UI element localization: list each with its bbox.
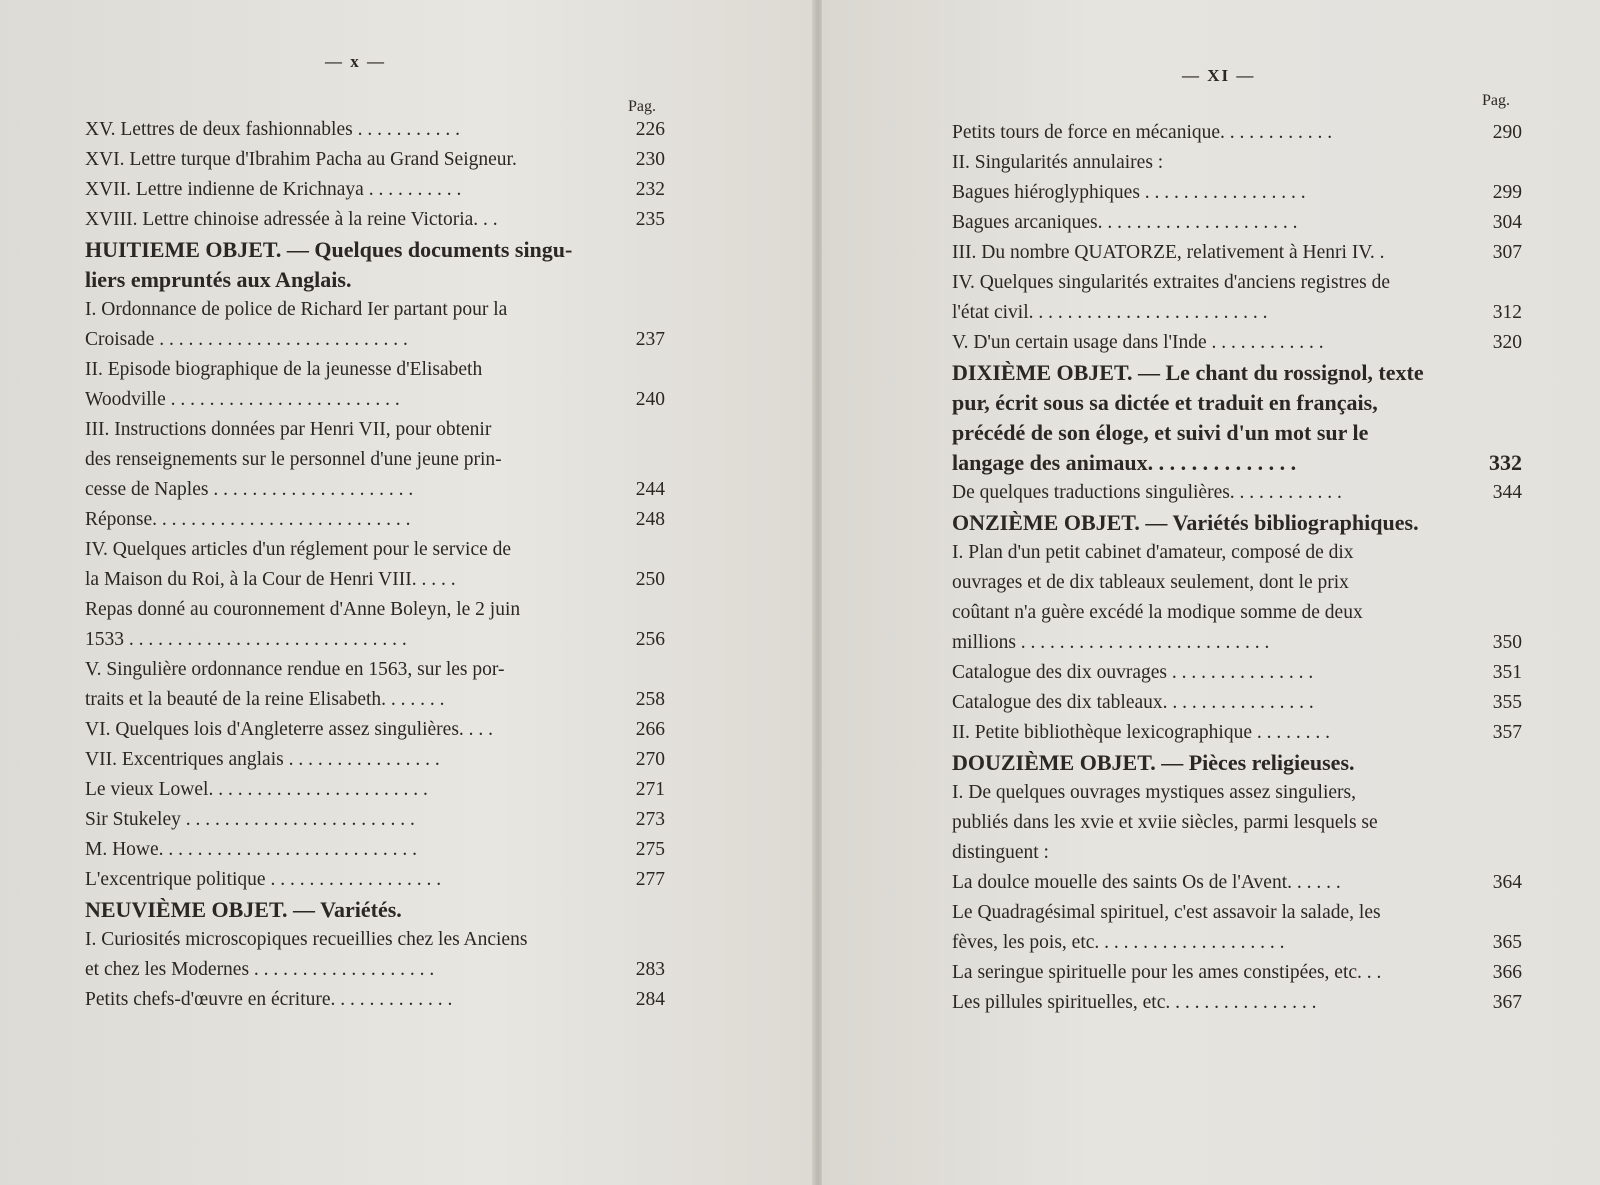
page-number: 284 (635, 989, 665, 1010)
page-number: 248 (635, 509, 665, 530)
page-number: 256 (635, 629, 665, 650)
toc-entry (952, 298, 1522, 328)
page-number: 364 (1492, 872, 1522, 893)
toc-entry (952, 838, 1522, 868)
toc-entry (85, 385, 665, 415)
entry-title: liers empruntés aux Anglais. (85, 267, 352, 292)
entry-title: De quelques traductions singulières. . . . . . . . . . . . (952, 482, 1342, 503)
section-heading (952, 448, 1522, 478)
toc-entry (952, 238, 1522, 268)
entry-title: XVI. Lettre turque d'Ibrahim Pacha au Grand Seigneur. (85, 149, 517, 170)
entry-title: Bagues hiéroglyphiques . . . . . . . . . . . . . . . . . (952, 182, 1306, 203)
entry-title: DOUZIÈME OBJET. — Pièces religieuses. (952, 750, 1355, 775)
toc-entry (85, 625, 665, 655)
page-number: 258 (635, 689, 665, 710)
toc-entry (85, 445, 665, 475)
entry-title: pur, écrit sous sa dictée et traduit en français, (952, 390, 1378, 415)
entry-title: Réponse. . . . . . . . . . . . . . . . . . . . . . . . . . . (85, 509, 411, 530)
entry-title: La seringue spirituelle pour les ames constipées, etc. . . (952, 962, 1382, 983)
toc-entry (85, 115, 665, 145)
toc-entry (952, 178, 1522, 208)
section-heading (952, 748, 1522, 778)
entry-title: Catalogue des dix tableaux. . . . . . . . . . . . . . . . (952, 692, 1314, 713)
toc-entry (952, 268, 1522, 298)
page-number: 332 (1489, 450, 1522, 475)
right-toc-list (952, 118, 1522, 1018)
entry-title: NEUVIÈME OBJET. — Variétés. (85, 897, 402, 922)
toc-entry (85, 325, 665, 355)
toc-entry (85, 355, 665, 385)
entry-title: Petits tours de force en mécanique. . . . . . . . . . . . (952, 122, 1333, 143)
page-number: 351 (1492, 662, 1522, 683)
entry-title: publiés dans les xvie et xviie siècles, parmi lesquels se (952, 812, 1378, 833)
entry-title: V. D'un certain usage dans l'Inde . . . . . . . . . . . . (952, 332, 1324, 353)
entry-title: millions . . . . . . . . . . . . . . . . . . . . . . . . . . (952, 632, 1270, 653)
page-number: 344 (1492, 482, 1522, 503)
entry-title: XV. Lettres de deux fashionnables . . . . . . . . . . . (85, 119, 460, 140)
left-toc-list (85, 115, 665, 1015)
entry-title: ouvrages et de dix tableaux seulement, dont le prix (952, 572, 1349, 593)
entry-title: Woodville . . . . . . . . . . . . . . . . . . . . . . . . (85, 389, 400, 410)
toc-entry (952, 688, 1522, 718)
entry-title: Les pillules spirituelles, etc. . . . . . . . . . . . . . . . (952, 992, 1317, 1013)
toc-entry (952, 118, 1522, 148)
toc-entry (952, 988, 1522, 1018)
toc-entry (952, 628, 1522, 658)
page-number: 312 (1492, 302, 1522, 323)
section-heading (952, 358, 1522, 388)
right-page (822, 0, 1600, 1185)
section-heading (85, 235, 665, 265)
toc-entry (952, 868, 1522, 898)
page-number: 235 (635, 209, 665, 230)
toc-entry (952, 658, 1522, 688)
toc-entry (952, 568, 1522, 598)
toc-entry (85, 415, 665, 445)
toc-entry (85, 775, 665, 805)
page-number: 250 (635, 569, 665, 590)
page-number: 237 (635, 329, 665, 350)
toc-entry (85, 205, 665, 235)
toc-entry (952, 598, 1522, 628)
entry-title: IV. Quelques singularités extraites d'anciens registres de (952, 272, 1390, 293)
toc-entry (85, 925, 665, 955)
toc-entry (952, 958, 1522, 988)
page-number: 244 (635, 479, 665, 500)
entry-title: I. Curiosités microscopiques recueillies chez les Anciens (85, 929, 528, 950)
page-number: 290 (1492, 122, 1522, 143)
toc-entry (952, 898, 1522, 928)
toc-entry (952, 718, 1522, 748)
page-number: 273 (635, 809, 665, 830)
entry-title: I. Plan d'un petit cabinet d'amateur, composé de dix (952, 542, 1354, 563)
toc-entry (85, 535, 665, 565)
entry-title: La doulce mouelle des saints Os de l'Avent. . . . . . (952, 872, 1341, 893)
entry-title: Bagues arcaniques. . . . . . . . . . . . . . . . . . . . . (952, 212, 1298, 233)
toc-entry (952, 778, 1522, 808)
entry-title: VII. Excentriques anglais . . . . . . . . . . . . . . . . (85, 749, 440, 770)
entry-title: II. Episode biographique de la jeunesse d'Elisabeth (85, 359, 483, 380)
entry-title: IV. Quelques articles d'un réglement pour le service de (85, 539, 512, 560)
entry-title: l'état civil. . . . . . . . . . . . . . . . . . . . . . . . . (952, 302, 1268, 323)
entry-title: Croisade . . . . . . . . . . . . . . . . . . . . . . . . . . (85, 329, 408, 350)
toc-entry (85, 565, 665, 595)
toc-entry (85, 295, 665, 325)
right-pag-label: Pag. (1482, 92, 1510, 109)
right-running-head: — XI — (1182, 66, 1256, 85)
page-number: 366 (1492, 962, 1522, 983)
page-number: 230 (635, 149, 665, 170)
entry-title: L'excentrique politique . . . . . . . . . . . . . . . . . . (85, 869, 442, 890)
entry-title: I. De quelques ouvrages mystiques assez singuliers, (952, 782, 1356, 803)
entry-title: II. Petite bibliothèque lexicographique . . . . . . . . (952, 722, 1330, 743)
entry-title: Repas donné au couronnement d'Anne Boleyn, le 2 juin (85, 599, 521, 620)
entry-title: II. Singularités annulaires : (952, 152, 1164, 173)
page-number: 365 (1492, 932, 1522, 953)
page-number: 266 (635, 719, 665, 740)
entry-title: et chez les Modernes . . . . . . . . . . . . . . . . . . . (85, 959, 435, 980)
entry-title: cesse de Naples . . . . . . . . . . . . . . . . . . . . . (85, 479, 414, 500)
toc-entry (85, 175, 665, 205)
page-number: 350 (1492, 632, 1522, 653)
toc-entry (85, 145, 665, 175)
entry-title: 1533 . . . . . . . . . . . . . . . . . . . . . . . . . . . . . (85, 629, 407, 650)
entry-title: ONZIÈME OBJET. — Variétés bibliographiques. (952, 510, 1419, 535)
section-heading (952, 388, 1522, 418)
entry-title: langage des animaux. . . . . . . . . . . . . . (952, 450, 1297, 475)
section-heading (952, 418, 1522, 448)
entry-title: distinguent : (952, 842, 1049, 863)
toc-entry (952, 328, 1522, 358)
toc-entry (85, 475, 665, 505)
page-number: 304 (1492, 212, 1522, 233)
page-number: 275 (635, 839, 665, 860)
page-number: 226 (635, 119, 665, 140)
page-number: 307 (1492, 242, 1522, 263)
entry-title: des renseignements sur le personnel d'une jeune prin- (85, 449, 502, 470)
entry-title: M. Howe. . . . . . . . . . . . . . . . . . . . . . . . . . . (85, 839, 418, 860)
entry-title: I. Ordonnance de police de Richard Ier partant pour la (85, 299, 508, 320)
page-number: 240 (635, 389, 665, 410)
toc-entry (85, 805, 665, 835)
toc-entry (85, 985, 665, 1015)
toc-entry (85, 595, 665, 625)
toc-entry (952, 208, 1522, 238)
toc-entry (85, 865, 665, 895)
entry-title: fèves, les pois, etc. . . . . . . . . . . . . . . . . . . . (952, 932, 1285, 953)
page-number: 320 (1492, 332, 1522, 353)
entry-title: III. Du nombre QUATORZE, relativement à Henri IV. . (952, 242, 1385, 263)
toc-entry (952, 148, 1522, 178)
page-number: 283 (635, 959, 665, 980)
toc-entry (952, 928, 1522, 958)
entry-title: la Maison du Roi, à la Cour de Henri VIII. . . . . (85, 569, 456, 590)
entry-title: Le vieux Lowel. . . . . . . . . . . . . . . . . . . . . . . (85, 779, 428, 800)
entry-title: XVII. Lettre indienne de Krichnaya . . . . . . . . . . (85, 179, 462, 200)
toc-entry (85, 745, 665, 775)
entry-title: Catalogue des dix ouvrages . . . . . . . . . . . . . . . (952, 662, 1314, 683)
entry-title: XVIII. Lettre chinoise adressée à la reine Victoria. . . (85, 209, 498, 230)
page-number: 277 (635, 869, 665, 890)
page-number: 299 (1492, 182, 1522, 203)
entry-title: DIXIÈME OBJET. — Le chant du rossignol, texte (952, 360, 1424, 385)
toc-entry (85, 955, 665, 985)
page-number: 357 (1492, 722, 1522, 743)
left-pag-label: Pag. (628, 98, 656, 115)
toc-entry (952, 808, 1522, 838)
entry-title: III. Instructions données par Henri VII, pour obtenir (85, 419, 492, 440)
page-number: 270 (635, 749, 665, 770)
entry-title: Petits chefs-d'œuvre en écriture. . . . . . . . . . . . . (85, 989, 453, 1010)
toc-entry (85, 505, 665, 535)
page-number: 355 (1492, 692, 1522, 713)
entry-title: VI. Quelques lois d'Angleterre assez singulières. . . . (85, 719, 494, 740)
toc-entry (85, 835, 665, 865)
entry-title: V. Singulière ordonnance rendue en 1563, sur les por- (85, 659, 505, 680)
toc-entry (952, 538, 1522, 568)
page-number: 367 (1492, 992, 1522, 1013)
toc-entry (85, 685, 665, 715)
left-running-head: — x — (325, 52, 386, 71)
entry-title: coûtant n'a guère excédé la modique somme de deux (952, 602, 1363, 623)
entry-title: précédé de son éloge, et suivi d'un mot sur le (952, 420, 1369, 445)
page-number: 232 (635, 179, 665, 200)
entry-title: Sir Stukeley . . . . . . . . . . . . . . . . . . . . . . . . (85, 809, 415, 830)
page-number: 271 (635, 779, 665, 800)
toc-entry (952, 478, 1522, 508)
toc-entry (85, 715, 665, 745)
entry-title: HUITIEME OBJET. — Quelques documents singu- (85, 237, 573, 262)
entry-title: traits et la beauté de la reine Elisabeth. . . . . . . (85, 689, 445, 710)
toc-entry (85, 655, 665, 685)
section-heading (85, 895, 665, 925)
section-heading (85, 265, 665, 295)
section-heading (952, 508, 1522, 538)
entry-title: Le Quadragésimal spirituel, c'est assavoir la salade, les (952, 902, 1381, 923)
